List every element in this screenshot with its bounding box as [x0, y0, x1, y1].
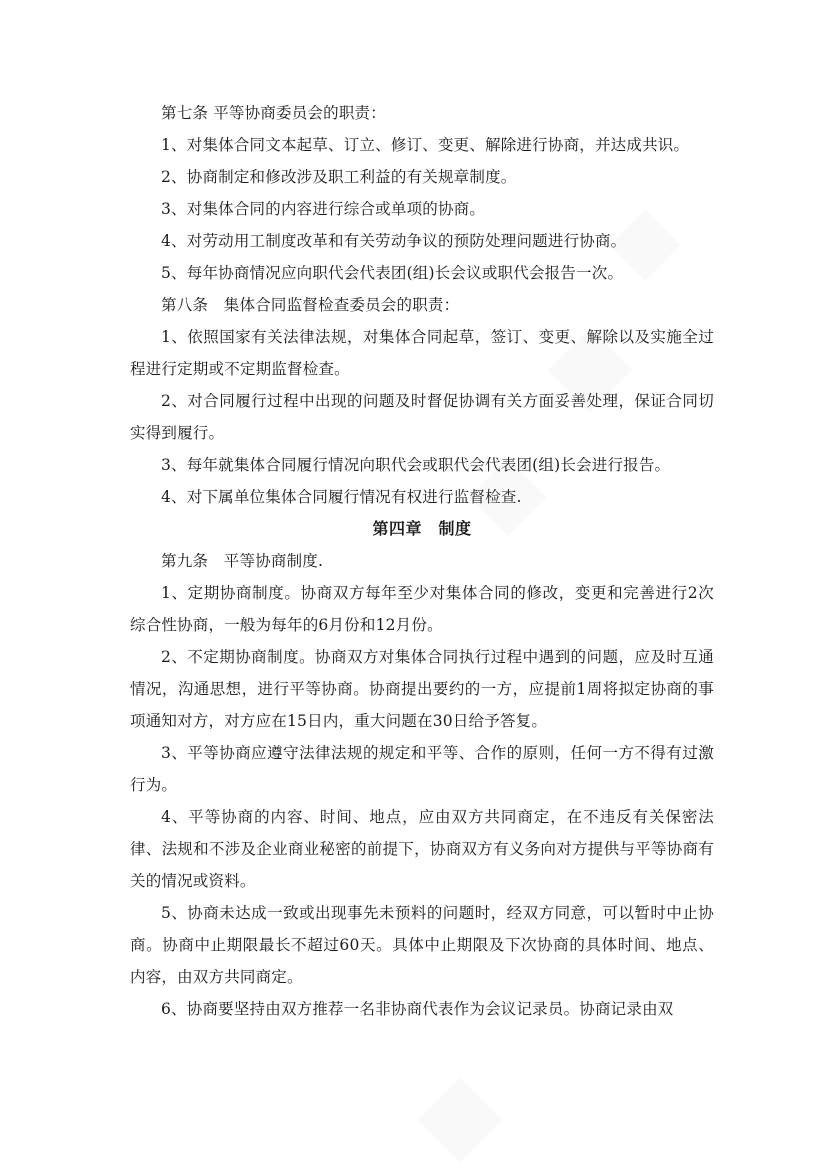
article-8-heading: 第八条 集体合同监督检查委员会的职责：	[161, 296, 460, 314]
chapter-title: 第四章 制度	[372, 519, 472, 538]
article-7-item-2: 2、协商制定和修改涉及职工利益的有关规章制度。	[161, 168, 517, 186]
article-9-heading: 第九条 平等协商制度.	[161, 552, 324, 570]
article-7-item-4: 4、对劳动用工制度改革和有关劳动争议的预防处理问题进行协商。	[161, 232, 627, 250]
article-7-item-1: 1、对集体合同文本起草、订立、修订、变更、解除进行协商，并达成共识。	[161, 136, 690, 154]
article-7-item-5: 5、每年协商情况应向职代会代表团(组)长会议或职代会报告一次。	[161, 264, 624, 282]
article-8-item-1: 1、依照国家有关法律法规，对集体合同起草，签订、变更、解除以及实施全过程进行定期或不定期监督检查。	[130, 328, 714, 378]
article-7-heading: 第七条 平等协商委员会的职责：	[161, 104, 386, 122]
article-9-item-4: 4、平等协商的内容、时间、地点，应由双方共同商定，在不违反有关保密法律、法规和不涉及企业商业秘密的前提下，协商双方有义务向对方提供与平等协商有关的情况或资料。	[130, 808, 714, 890]
article-7-item-3: 3、对集体合同的内容进行综合或单项的协商。	[161, 200, 486, 218]
article-9-item-5: 5、协商未达成一致或出现事先未预料的问题时，经双方同意，可以暂时中止协商。协商中止期限最长不超过60天。具体中止期限及下次协商的具体时间、地点、内容，由双方共同商定。	[130, 904, 714, 986]
article-8-item-2: 2、对合同履行过程中出现的问题及时督促协调有关方面妥善处理，保证合同切实得到履行。	[130, 392, 714, 442]
article-8-item-3: 3、每年就集体合同履行情况向职代会或职代会代表团(组)长会进行报告。	[161, 456, 671, 474]
article-9-item-3: 3、平等协商应遵守法律法规的规定和平等、合作的原则，任何一方不得有过激行为。	[130, 744, 714, 794]
article-9-item-1: 1、定期协商制度。协商双方每年至少对集体合同的修改，变更和完善进行2次综合性协商，一般为每年的6月份和12月份。	[130, 584, 714, 634]
article-8-item-4: 4、对下属单位集体合同履行情况有权进行监督检查.	[161, 488, 522, 506]
article-9-item-2: 2、不定期协商制度。协商双方对集体合同执行过程中遇到的问题，应及时互通情况，沟通思想，进行平等协商。协商提出要约的一方，应提前1周将拟定协商的事项通知对方，对方应在15日内，重大问题在30日给予答复。	[130, 648, 714, 730]
document-body	[130, 97, 714, 1025]
article-9-item-6: 6、协商要坚持由双方推荐一名非协商代表作为会议记录员。协商记录由双	[161, 1000, 674, 1018]
